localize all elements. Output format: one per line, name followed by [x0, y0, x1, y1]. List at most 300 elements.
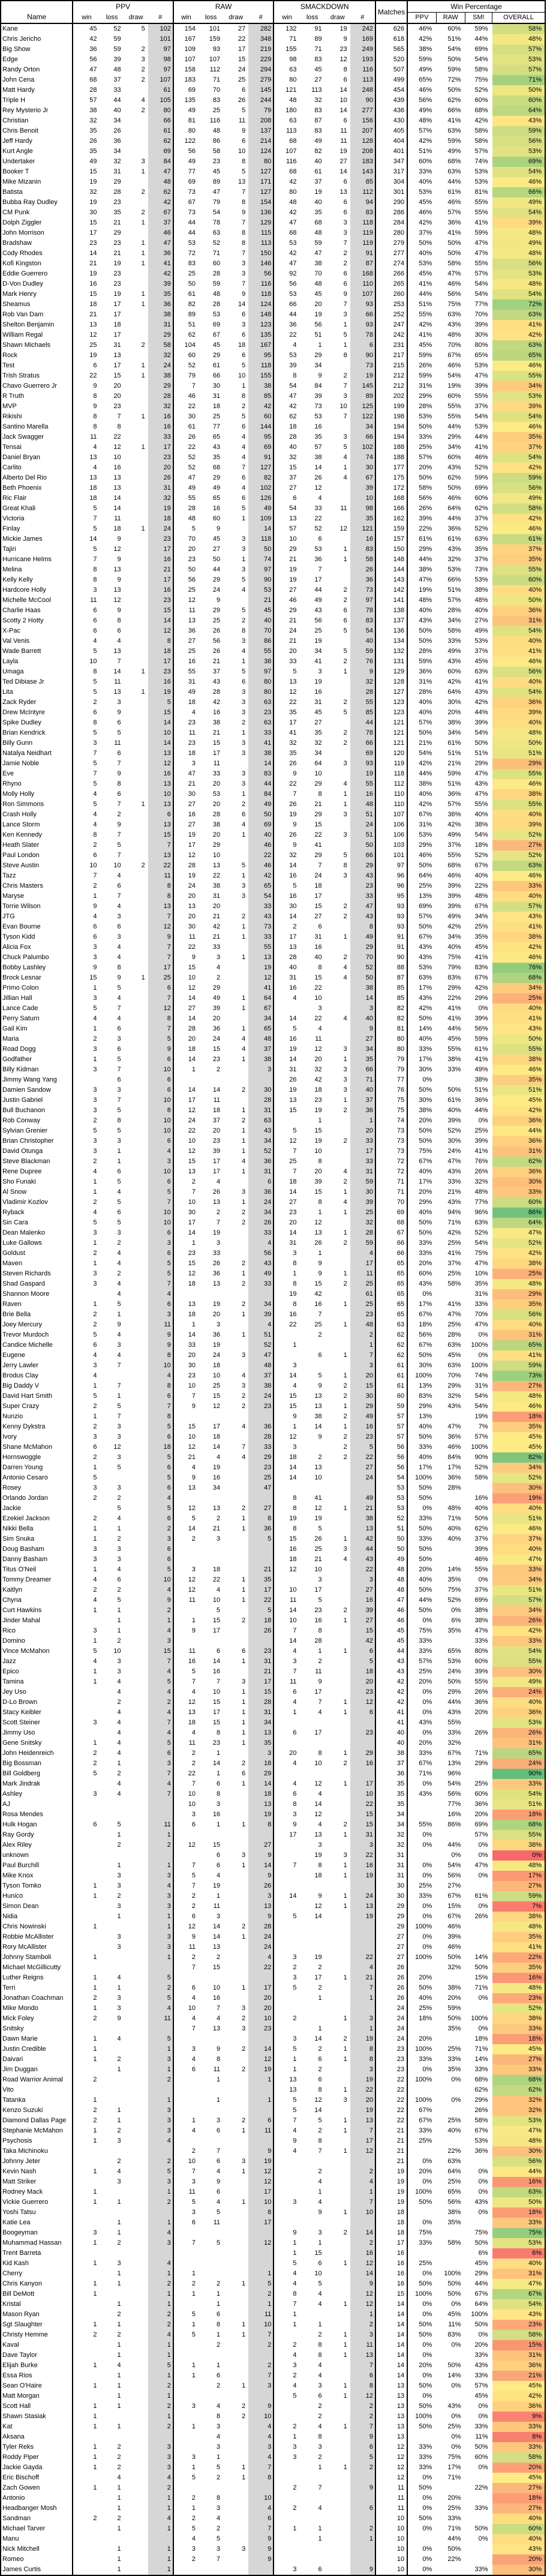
cell-ppv-count[interactable]: 6 — [148, 1075, 173, 1085]
cell-ppv-count[interactable]: 1 — [148, 2340, 173, 2350]
cell-ppv-loss[interactable]: 6 — [117, 719, 121, 726]
cell-pct-sm[interactable]: 55% — [474, 209, 488, 216]
cell-ppv-win[interactable]: 4 — [73, 810, 100, 820]
cell-ppv-count[interactable]: 5 — [148, 1993, 173, 2003]
cell-raw-loss[interactable]: 7 — [217, 2147, 221, 2155]
cell-raw-win[interactable]: 4 — [173, 1728, 199, 1738]
cell-pct-overall[interactable]: 33% — [492, 1187, 545, 1197]
cell-pct-raw[interactable]: 66% — [447, 107, 461, 114]
cell-raw-count[interactable]: 46 — [248, 861, 274, 871]
cell-ppv-loss[interactable]: 48 — [113, 66, 121, 73]
cell-pct-sm[interactable]: 45% — [474, 2392, 488, 2400]
cell-matches[interactable]: 13 — [375, 2412, 407, 2422]
cell-matches[interactable]: 405 — [375, 126, 407, 136]
cell-ppv-draw[interactable] — [124, 708, 148, 718]
cell-ppv-count[interactable]: 62 — [148, 187, 173, 197]
cell-smackdown-loss[interactable]: 16 — [314, 1301, 322, 1308]
cell-matches[interactable]: 198 — [375, 412, 407, 422]
cell-raw-draw[interactable]: 5 — [242, 862, 246, 869]
cell-pct-raw[interactable]: 45% — [447, 2311, 461, 2318]
cell-raw-win[interactable]: 20 — [173, 891, 199, 901]
cell-smackdown-draw[interactable] — [325, 2442, 350, 2452]
cell-pct-raw[interactable]: 25% — [447, 1270, 461, 1277]
cell-ppv-win[interactable] — [73, 2432, 100, 2442]
cell-ppv-count[interactable]: 41 — [148, 259, 173, 269]
cell-ppv-win[interactable] — [73, 1830, 100, 1840]
cell-pct-overall[interactable]: 46% — [492, 657, 545, 667]
cell-raw-loss[interactable]: 11 — [213, 2066, 221, 2073]
cell-smackdown-draw[interactable]: 4 — [343, 474, 347, 481]
cell-pct-overall[interactable]: 45% — [492, 2473, 545, 2483]
cell-ppv-loss[interactable]: 5 — [117, 1301, 121, 1308]
cell-ppv-win[interactable]: 2 — [73, 1759, 100, 1769]
cell-matches[interactable]: 56 — [375, 1452, 407, 1463]
cell-raw-win[interactable]: 4 — [173, 1463, 199, 1473]
cell-smackdown-loss[interactable]: 26 — [314, 1239, 322, 1247]
cell-raw-loss[interactable]: 35 — [212, 454, 221, 461]
cell-raw-win[interactable]: 50 — [173, 279, 199, 289]
cell-raw-count[interactable]: 23 — [248, 1401, 274, 1412]
cell-pct-raw[interactable] — [436, 2136, 465, 2146]
cell-ppv-draw[interactable] — [124, 1565, 148, 1575]
cell-raw-draw[interactable] — [223, 1361, 248, 1371]
cell-smackdown-count[interactable]: 25 — [350, 1299, 375, 1310]
cell-name[interactable]: Chuck Palumbo — [2, 954, 49, 961]
cell-ppv-loss[interactable]: 23 — [113, 403, 121, 410]
cell-smackdown-win[interactable]: 2 — [274, 2014, 299, 2024]
cell-smackdown-draw[interactable] — [325, 2156, 350, 2167]
cell-smackdown-count[interactable]: 121 — [350, 524, 375, 534]
cell-matches[interactable]: 34 — [375, 1820, 407, 1830]
cell-raw-count[interactable]: 38 — [248, 748, 274, 759]
cell-smackdown-loss[interactable]: 36 — [314, 556, 322, 563]
cell-ppv-draw[interactable] — [124, 1034, 148, 1044]
cell-smackdown-count[interactable]: 19 — [350, 769, 375, 779]
cell-smackdown-loss[interactable]: 1 — [318, 342, 322, 349]
cell-raw-loss[interactable]: 3 — [217, 2505, 221, 2512]
cell-smackdown-win[interactable]: 13 — [274, 514, 299, 524]
cell-pct-ppv[interactable]: 0% — [407, 1840, 436, 1850]
cell-matches[interactable]: 121 — [375, 738, 407, 748]
cell-smackdown-draw[interactable] — [325, 1595, 350, 1605]
cell-name[interactable]: Taka Michinoku — [2, 2147, 48, 2155]
cell-name[interactable]: Rock — [2, 352, 18, 359]
cell-smackdown-draw[interactable]: 8 — [343, 352, 347, 359]
cell-ppv-draw[interactable] — [124, 1299, 148, 1310]
cell-matches[interactable]: 81 — [375, 1024, 407, 1034]
cell-pct-ppv[interactable]: 45% — [407, 340, 436, 351]
cell-raw-draw[interactable]: 2 — [242, 1760, 246, 1767]
cell-smackdown-draw[interactable] — [325, 2493, 350, 2503]
cell-pct-ppv[interactable]: 53% — [407, 412, 436, 422]
cell-raw-win[interactable]: 11 — [173, 1942, 199, 1952]
cell-smackdown-count[interactable]: 20 — [350, 2095, 375, 2105]
cell-ppv-win[interactable]: 2 — [73, 1422, 100, 1432]
cell-smackdown-loss[interactable]: 87 — [314, 117, 322, 124]
cell-pct-overall[interactable]: 17% — [492, 1871, 545, 1881]
cell-ppv-draw[interactable]: 1 — [141, 239, 145, 247]
cell-smackdown-draw[interactable]: 6 — [343, 209, 347, 216]
cell-smackdown-loss[interactable]: 14 — [314, 1423, 322, 1430]
cell-pct-raw[interactable]: 0% — [451, 2382, 461, 2389]
cell-ppv-count[interactable]: 10 — [148, 1575, 173, 1585]
cell-smackdown-loss[interactable]: 6 — [318, 2260, 322, 2267]
cell-pct-raw[interactable]: 32% — [447, 1392, 461, 1400]
cell-pct-ppv[interactable]: 50% — [407, 2422, 436, 2432]
cell-smackdown-draw[interactable]: 8 — [343, 862, 347, 869]
cell-name[interactable]: Roddy Piper — [2, 2454, 39, 2461]
cell-raw-draw[interactable]: 4 — [242, 1158, 246, 1165]
cell-pct-ppv[interactable]: 57% — [407, 126, 436, 136]
cell-smackdown-loss[interactable]: 14 — [314, 2035, 322, 2042]
cell-name[interactable]: Trish Stratus — [2, 372, 40, 379]
cell-ppv-win[interactable]: 1 — [73, 2044, 100, 2054]
cell-smackdown-win[interactable]: 42 — [274, 177, 299, 187]
cell-matches[interactable]: 68 — [375, 1218, 407, 1228]
cell-pct-raw[interactable]: 49% — [447, 831, 461, 838]
cell-pct-overall[interactable]: 36% — [492, 606, 545, 616]
cell-ppv-win[interactable] — [73, 1697, 100, 1708]
cell-pct-overall[interactable]: 49% — [492, 493, 545, 504]
cell-ppv-draw[interactable] — [124, 2483, 148, 2493]
cell-ppv-draw[interactable] — [124, 1748, 148, 1759]
cell-ppv-draw[interactable] — [124, 891, 148, 901]
cell-smackdown-win[interactable] — [274, 1871, 299, 1881]
cell-ppv-loss[interactable]: 1 — [117, 1760, 121, 1767]
cell-smackdown-draw[interactable] — [325, 2248, 350, 2259]
cell-smackdown-draw[interactable] — [325, 1463, 350, 1473]
cell-smackdown-draw[interactable]: 4 — [343, 1556, 347, 1563]
cell-raw-win[interactable] — [173, 2136, 199, 2146]
cell-raw-win[interactable]: 7 — [173, 1677, 199, 1687]
cell-raw-draw[interactable] — [223, 1289, 248, 1299]
cell-raw-count[interactable]: 19 — [248, 2065, 274, 2075]
cell-pct-overall[interactable]: 60% — [492, 2524, 545, 2534]
cell-ppv-win[interactable] — [73, 1687, 100, 1697]
cell-raw-draw[interactable] — [223, 1789, 248, 1799]
cell-ppv-win[interactable]: 1 — [73, 1677, 100, 1687]
cell-pct-sm[interactable]: 0% — [478, 1994, 488, 2002]
cell-pct-sm[interactable] — [465, 2554, 492, 2565]
cell-smackdown-draw[interactable] — [325, 687, 350, 697]
cell-raw-draw[interactable]: 1 — [242, 556, 246, 563]
cell-ppv-draw[interactable]: 2 — [141, 342, 145, 349]
cell-ppv-loss[interactable]: 1 — [117, 2484, 121, 2491]
cell-matches[interactable]: 199 — [375, 402, 407, 412]
cell-raw-count[interactable]: 155 — [248, 371, 274, 381]
cell-pct-sm[interactable]: 67% — [474, 2290, 488, 2298]
cell-ppv-loss[interactable] — [100, 2248, 124, 2259]
cell-raw-win[interactable]: 3 — [173, 2544, 199, 2554]
cell-ppv-loss[interactable]: 3 — [117, 1545, 121, 1553]
cell-matches[interactable]: 123 — [375, 708, 407, 718]
cell-matches[interactable]: 22 — [375, 2105, 407, 2116]
cell-smackdown-draw[interactable]: 2 — [343, 1280, 347, 1287]
cell-pct-ppv[interactable]: 20% — [407, 2361, 436, 2371]
cell-pct-raw[interactable]: 41% — [447, 1250, 461, 1257]
cell-raw-count[interactable]: 127 — [248, 463, 274, 473]
cell-ppv-draw[interactable] — [124, 871, 148, 881]
cell-smackdown-count[interactable]: 1 — [350, 1116, 375, 1126]
cell-smackdown-loss[interactable]: 21 — [314, 1556, 322, 1563]
cell-smackdown-count[interactable]: 21 — [350, 1973, 375, 1983]
cell-raw-draw[interactable]: 1 — [242, 1107, 246, 1114]
cell-smackdown-count[interactable]: 55 — [350, 697, 375, 708]
cell-matches[interactable]: 72 — [375, 1167, 407, 1177]
cell-pct-ppv[interactable]: 0% — [407, 2218, 436, 2228]
cell-name[interactable]: Hunico — [2, 1892, 23, 1900]
cell-ppv-loss[interactable] — [100, 1922, 124, 1932]
cell-smackdown-draw[interactable] — [325, 2534, 350, 2544]
cell-ppv-draw[interactable] — [124, 1442, 148, 1452]
cell-pct-overall[interactable]: 82% — [492, 1452, 545, 1463]
cell-raw-win[interactable]: 55 — [173, 493, 199, 504]
cell-smackdown-loss[interactable]: 59 — [314, 239, 322, 247]
cell-raw-count[interactable]: 85 — [248, 391, 274, 402]
cell-pct-overall[interactable]: 54% — [492, 412, 545, 422]
cell-matches[interactable]: 304 — [375, 177, 407, 187]
cell-smackdown-win[interactable]: 19 — [274, 1044, 299, 1055]
cell-raw-draw[interactable]: 3 — [242, 1188, 246, 1196]
cell-raw-loss[interactable]: 56 — [212, 637, 221, 645]
cell-smackdown-loss[interactable]: 3 — [318, 668, 322, 675]
cell-pct-overall[interactable]: 48% — [492, 728, 545, 738]
cell-pct-ppv[interactable]: 43% — [407, 1718, 436, 1728]
cell-matches[interactable]: 42 — [375, 1697, 407, 1708]
cell-ppv-draw[interactable] — [124, 901, 148, 912]
cell-raw-loss[interactable]: 2 — [217, 2525, 221, 2532]
cell-smackdown-draw[interactable] — [325, 1983, 350, 1993]
cell-raw-draw[interactable]: 4 — [242, 1454, 246, 1461]
cell-ppv-draw[interactable] — [124, 1667, 148, 1677]
cell-pct-raw[interactable]: 52% — [447, 1127, 461, 1134]
cell-raw-draw[interactable] — [223, 2391, 248, 2401]
cell-pct-ppv[interactable]: 43% — [407, 952, 436, 963]
cell-matches[interactable]: 73 — [375, 1146, 407, 1157]
cell-ppv-loss[interactable]: 1 — [117, 1627, 121, 1634]
cell-smackdown-count[interactable]: 7 — [350, 2126, 375, 2136]
cell-pct-raw[interactable]: 72% — [447, 76, 461, 83]
cell-ppv-win[interactable]: 7 — [73, 769, 100, 779]
cell-pct-sm[interactable]: 0% — [478, 1903, 488, 1910]
cell-ppv-win[interactable]: 3 — [73, 1065, 100, 1075]
cell-pct-ppv[interactable]: 50% — [407, 1554, 436, 1565]
cell-smackdown-count[interactable]: 12 — [350, 2146, 375, 2156]
cell-pct-raw[interactable]: 47% — [447, 1423, 461, 1430]
cell-pct-overall[interactable]: 64% — [492, 1218, 545, 1228]
cell-raw-draw[interactable] — [223, 2432, 248, 2442]
cell-ppv-loss[interactable]: 1 — [117, 2341, 121, 2349]
cell-ppv-count[interactable]: 5 — [148, 1034, 173, 1044]
cell-smackdown-draw[interactable]: 1 — [343, 2464, 347, 2471]
cell-raw-draw[interactable] — [223, 1626, 248, 1636]
cell-name[interactable]: Headbanger Mosh — [2, 2505, 57, 2512]
cell-smackdown-count[interactable]: 71 — [350, 1075, 375, 1085]
cell-raw-draw[interactable]: 3 — [242, 1352, 246, 1359]
cell-pct-sm[interactable]: 22% — [474, 882, 488, 889]
cell-pct-sm[interactable]: 0% — [478, 2535, 488, 2542]
cell-smackdown-count[interactable]: 27 — [350, 1585, 375, 1595]
cell-raw-loss[interactable]: 19 — [212, 1229, 221, 1236]
cell-ppv-loss[interactable]: 1 — [117, 1913, 121, 1920]
cell-smackdown-loss[interactable] — [300, 2544, 325, 2554]
cell-ppv-draw[interactable] — [124, 1024, 148, 1034]
cell-pct-raw[interactable]: 68% — [447, 862, 461, 869]
cell-ppv-draw[interactable] — [124, 1330, 148, 1340]
cell-raw-count[interactable]: 279 — [248, 75, 274, 85]
cell-pct-raw[interactable] — [436, 1412, 465, 1422]
cell-raw-draw[interactable]: 1 — [242, 1709, 246, 1716]
cell-raw-win[interactable]: 12 — [173, 1106, 199, 1116]
cell-ppv-draw[interactable] — [124, 2177, 148, 2187]
cell-ppv-count[interactable]: 32 — [148, 493, 173, 504]
cell-raw-draw[interactable]: 1 — [242, 1821, 246, 1828]
cell-raw-draw[interactable] — [223, 1228, 248, 1238]
cell-raw-draw[interactable]: 2 — [242, 1280, 246, 1287]
cell-name[interactable]: Brie Bella — [2, 1311, 31, 1318]
cell-pct-sm[interactable] — [465, 1922, 492, 1932]
cell-pct-raw[interactable]: 55% — [447, 413, 461, 420]
cell-ppv-draw[interactable] — [124, 2146, 148, 2156]
cell-pct-ppv[interactable]: 46% — [407, 85, 436, 95]
cell-smackdown-loss[interactable]: 52 — [314, 525, 322, 532]
cell-pct-raw[interactable]: 36% — [447, 219, 461, 226]
cell-matches[interactable]: 274 — [375, 259, 407, 269]
cell-matches[interactable]: 66 — [375, 1238, 407, 1248]
header-name[interactable]: Name — [1, 1, 73, 23]
cell-raw-win[interactable]: 30 — [173, 412, 199, 422]
cell-raw-loss[interactable]: 1 — [217, 2331, 221, 2338]
cell-ppv-loss[interactable]: 3 — [117, 1086, 121, 1094]
cell-matches[interactable]: 175 — [375, 473, 407, 483]
cell-name[interactable]: Vickie Guerrero — [2, 2198, 49, 2206]
cell-pct-ppv[interactable]: 13% — [407, 1412, 436, 1422]
cell-pct-ppv[interactable]: 14% — [407, 1024, 436, 1034]
cell-raw-win[interactable]: 10 — [173, 1799, 199, 1810]
cell-ppv-draw[interactable] — [124, 1289, 148, 1299]
cell-ppv-draw[interactable] — [124, 1922, 148, 1932]
cell-pct-raw[interactable]: 0% — [451, 2301, 461, 2308]
cell-pct-ppv[interactable]: 0% — [407, 1616, 436, 1626]
cell-raw-draw[interactable]: 9 — [242, 209, 246, 216]
cell-ppv-draw[interactable] — [124, 1483, 148, 1493]
cell-name[interactable]: D-Von Dudley — [2, 280, 43, 287]
cell-smackdown-loss[interactable]: 1 — [318, 2525, 322, 2532]
cell-pct-ppv[interactable]: 40% — [407, 697, 436, 708]
cell-raw-draw[interactable] — [223, 1340, 248, 1350]
cell-pct-overall[interactable]: 48% — [492, 34, 545, 44]
cell-raw-win[interactable]: 7 — [173, 381, 199, 391]
cell-smackdown-win[interactable]: 19 — [274, 565, 299, 575]
cell-matches[interactable]: 242 — [375, 330, 407, 340]
cell-smackdown-loss[interactable]: 12 — [314, 1505, 322, 1512]
cell-raw-loss[interactable]: 10 — [212, 1596, 221, 1604]
cell-name[interactable]: Brodus Clay — [2, 1372, 38, 1379]
cell-pct-ppv[interactable]: 67% — [407, 1340, 436, 1350]
cell-ppv-loss[interactable]: 3 — [117, 1484, 121, 1491]
cell-ppv-draw[interactable]: 1 — [141, 260, 145, 267]
cell-raw-win[interactable]: 4 — [173, 2014, 199, 2024]
cell-smackdown-draw[interactable]: 1 — [343, 2045, 347, 2053]
cell-pct-sm[interactable]: 10% — [474, 1270, 488, 1277]
cell-name[interactable]: John Heidenreich — [2, 1750, 54, 1757]
cell-raw-win[interactable]: 22 — [173, 442, 199, 453]
cell-pct-ppv[interactable]: 17% — [407, 1299, 436, 1310]
cell-raw-win[interactable]: 70 — [173, 534, 199, 544]
cell-smackdown-loss[interactable]: 10 — [314, 1148, 322, 1155]
cell-raw-win[interactable] — [173, 1605, 199, 1616]
cell-smackdown-loss[interactable]: 37 — [314, 178, 322, 185]
cell-smackdown-count[interactable]: 50 — [350, 840, 375, 850]
cell-smackdown-count[interactable]: 2 — [350, 2167, 375, 2177]
cell-ppv-count[interactable]: 13 — [148, 820, 173, 830]
cell-name[interactable]: Shawn Michaels — [2, 342, 51, 349]
cell-smackdown-draw[interactable]: 1 — [343, 342, 347, 349]
cell-raw-draw[interactable]: 1 — [242, 995, 246, 1002]
cell-ppv-win[interactable]: 1 — [73, 2452, 100, 2463]
cell-ppv-draw[interactable] — [124, 34, 148, 44]
cell-smackdown-win[interactable] — [274, 1942, 299, 1952]
cell-raw-win[interactable]: 18 — [173, 1279, 199, 1289]
cell-matches[interactable]: 40 — [375, 1728, 407, 1738]
cell-smackdown-draw[interactable]: 1 — [343, 321, 347, 328]
cell-smackdown-win[interactable]: 7 — [274, 1626, 299, 1636]
cell-ppv-loss[interactable]: 8 — [117, 423, 121, 430]
cell-raw-count[interactable]: 10 — [248, 2412, 274, 2422]
cell-raw-loss[interactable]: 45 — [212, 342, 221, 349]
cell-pct-ppv[interactable]: 0% — [407, 2340, 436, 2350]
cell-name[interactable]: Shad Gaspard — [2, 1280, 45, 1287]
cell-ppv-win[interactable]: 4 — [73, 463, 100, 473]
cell-smackdown-win[interactable]: 4 — [274, 2146, 299, 2156]
cell-ppv-draw[interactable] — [124, 2105, 148, 2116]
cell-ppv-loss[interactable]: 1 — [117, 1862, 121, 1869]
cell-raw-win[interactable]: 15 — [173, 1422, 199, 1432]
cell-smackdown-draw[interactable]: 1 — [343, 1403, 347, 1410]
cell-pct-overall[interactable]: 53% — [492, 2116, 545, 2126]
cell-smackdown-win[interactable]: 10 — [274, 534, 299, 544]
cell-raw-loss[interactable]: 15 — [212, 1699, 221, 1706]
cell-smackdown-win[interactable]: 27 — [274, 1197, 299, 1208]
cell-raw-loss[interactable]: 25 — [212, 617, 221, 624]
cell-ppv-draw[interactable]: 1 — [141, 250, 145, 257]
cell-ppv-loss[interactable]: 12 — [113, 546, 121, 553]
cell-raw-count[interactable]: 124 — [248, 299, 274, 310]
cell-raw-count[interactable]: 20 — [248, 1993, 274, 2003]
cell-pct-raw[interactable]: 45% — [447, 1035, 461, 1043]
cell-name[interactable]: Chris Kanyon — [2, 2280, 43, 2287]
cell-ppv-win[interactable]: 16 — [73, 279, 100, 289]
cell-pct-sm[interactable]: 16% — [474, 1494, 488, 1502]
cell-name[interactable]: Rob Conway — [2, 1117, 40, 1124]
cell-ppv-draw[interactable] — [124, 1095, 148, 1106]
cell-ppv-loss[interactable]: 1 — [117, 2525, 121, 2532]
cell-pct-sm[interactable]: 58% — [474, 1474, 488, 1481]
cell-raw-win[interactable]: 9 — [173, 952, 199, 963]
cell-smackdown-win[interactable] — [274, 1116, 299, 1126]
cell-pct-sm[interactable]: 20% — [474, 1811, 488, 1818]
cell-ppv-draw[interactable] — [124, 820, 148, 830]
cell-ppv-win[interactable]: 4 — [73, 1167, 100, 1177]
cell-smackdown-loss[interactable]: 49 — [314, 597, 322, 604]
cell-pct-sm[interactable]: 0% — [478, 2464, 488, 2471]
cell-raw-draw[interactable]: 1 — [242, 1984, 246, 1991]
cell-pct-ppv[interactable]: 40% — [407, 1208, 436, 1218]
cell-raw-win[interactable]: 2 — [173, 1901, 199, 1912]
cell-ppv-draw[interactable] — [124, 1463, 148, 1473]
cell-pct-sm[interactable]: 33% — [474, 2505, 488, 2512]
cell-smackdown-win[interactable]: 13 — [274, 2075, 299, 2085]
